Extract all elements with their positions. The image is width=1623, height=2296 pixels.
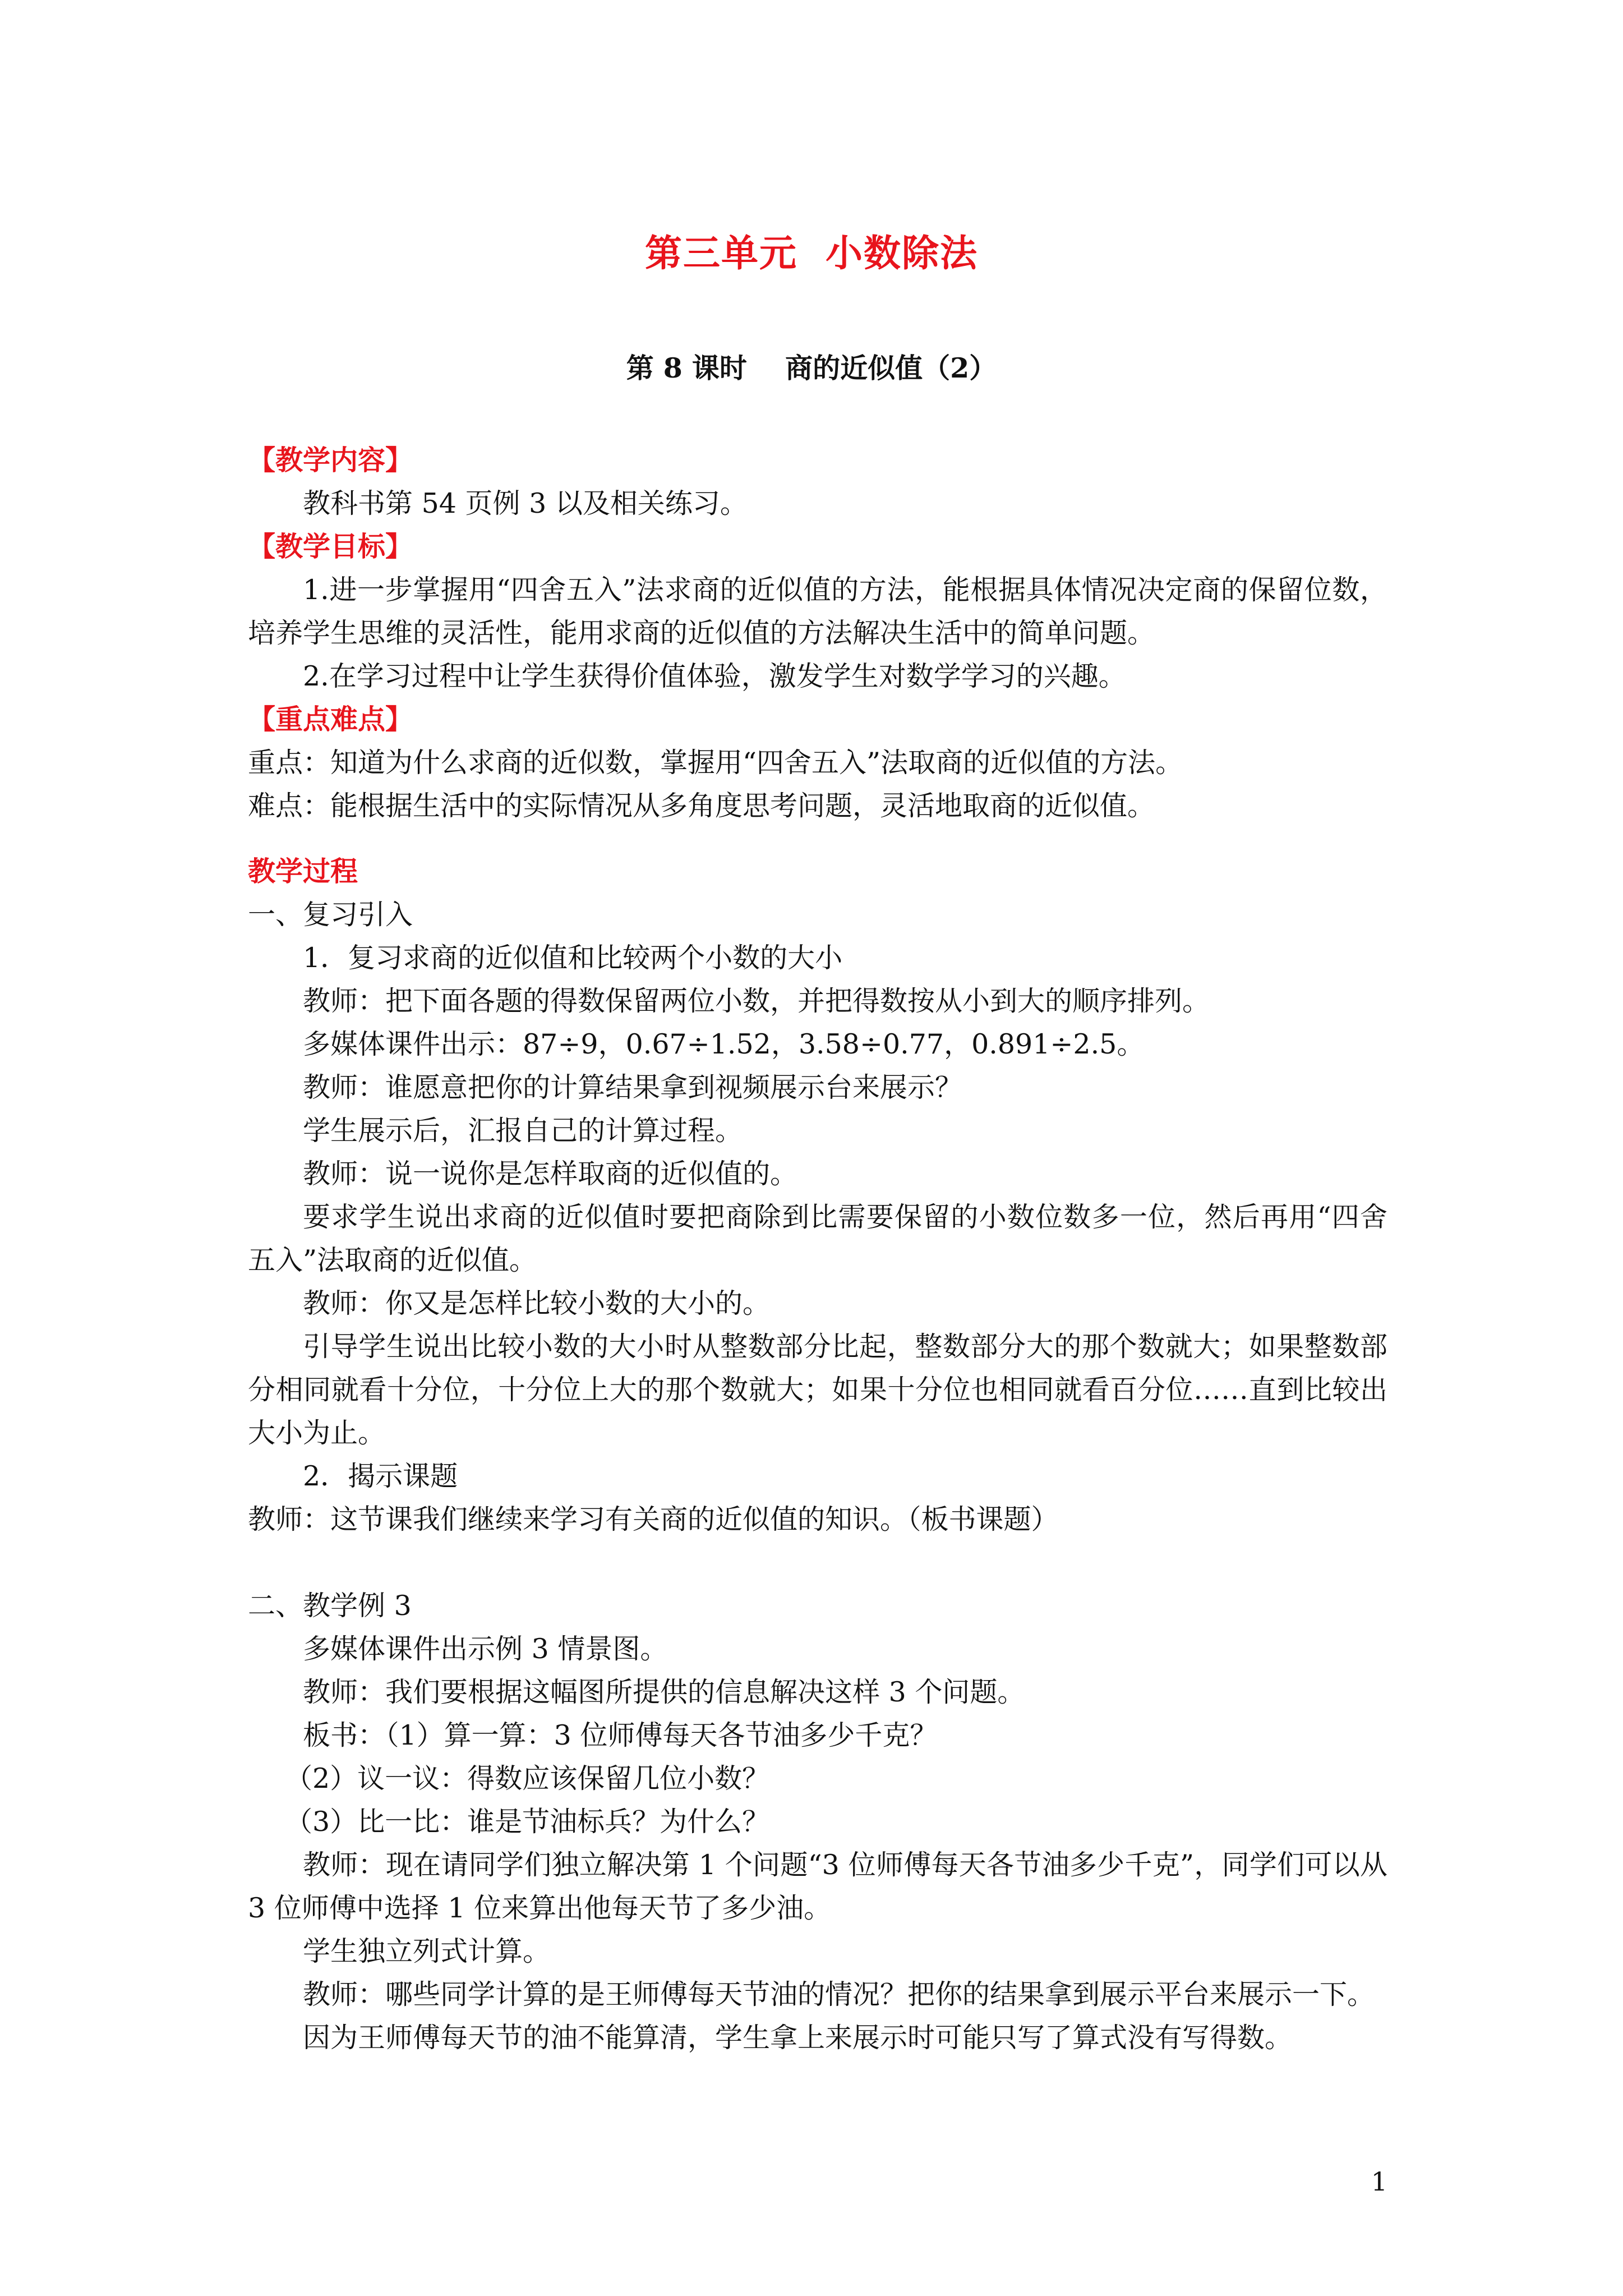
part1-line: 教师：把下面各题的得数保留两位小数，并把得数按从小到大的顺序排列。 (303, 985, 1210, 1017)
part2-line: 因为王师傅每天节的油不能算清，学生拿上来展示时可能只写了算式没有写得数。 (303, 2022, 1293, 2054)
part1-paragraph: 要求学生说出求商的近似值时要把商除到比需要保留的小数位数多一位，然后再用“四舍五入”法取商的近似值。 (248, 1201, 1387, 1276)
part1-line: 教师：谁愿意把你的计算结果拿到视频展示台来展示？ (303, 1071, 963, 1103)
part2-line: 学生独立列式计算。 (303, 1935, 551, 1967)
difficult-point: 难点：能根据生活中的实际情况从多角度思考问题，灵活地取商的近似值。 (248, 790, 1155, 822)
lesson-title: 第 8 课时 商的近似值（2） (626, 352, 997, 384)
key-point: 重点：知道为什么求商的近似数，掌握用“四舍五入”法取商的近似值的方法。 (248, 747, 1183, 779)
unit-title: 第三单元 小数除法 (645, 231, 978, 275)
part2-heading: 二、教学例 3 (248, 1590, 412, 1622)
teaching-goal-1: 1.进一步掌握用“四舍五入”法求商的近似值的方法，能根据具体情况决定商的保留位数，培养学生思维的灵活性，能用求商的近似值的方法解决生活中的简单问题。 (248, 574, 1387, 649)
teaching-content-text: 教科书第 54 页例 3 以及相关练习。 (303, 487, 748, 519)
spacer (248, 1541, 1387, 1584)
part1-item1: 1．复习求商的近似值和比较两个小数的大小 (303, 942, 843, 974)
part2-line: 教师：哪些同学计算的是王师傅每天节油的情况？把你的结果拿到展示平台来展示一下。 (303, 1978, 1375, 2010)
part1-line: 教师：你又是怎样比较小数的大小的。 (303, 1287, 771, 1319)
part2-line: 多媒体课件出示例 3 情景图。 (303, 1633, 668, 1665)
key-points-heading: 【重点难点】 (248, 703, 413, 735)
part2-line: （3）比一比：谁是节油标兵？为什么？ (285, 1806, 770, 1838)
part1-line: 多媒体课件出示：87÷9，0.67÷1.52，3.58÷0.77，0.891÷2.5。 (303, 1028, 1145, 1060)
part2-line: 教师：我们要根据这幅图所提供的信息解决这样 3 个问题。 (303, 1676, 1025, 1708)
teaching-goal-2: 2.在学习过程中让学生获得价值体验，激发学生对数学学习的兴趣。 (303, 660, 1126, 692)
page-number: 1 (1371, 2166, 1387, 2197)
part2-paragraph: 教师：现在请同学们独立解决第 1 个问题“3 位师傅每天各节油多少千克”，同学们可以从 3 位师傅中选择 1 位来算出他每天节了多少油。 (248, 1849, 1387, 1924)
part1-paragraph: 引导学生说出比较小数的大小时从整数部分比起，整数部分大的那个数就大；如果整数部分相同就看十分位，十分位上大的那个数就大；如果十分位也相同就看百分位……直到比较出大小为止。 (248, 1331, 1387, 1449)
document-body (248, 439, 1387, 2059)
part2-line: 板书：（1）算一算：3 位师傅每天各节油多少千克？ (303, 1719, 938, 1751)
part2-line: （2）议一议：得数应该保留几位小数？ (285, 1763, 770, 1795)
part1-line: 教师：说一说你是怎样取商的近似值的。 (303, 1158, 798, 1190)
part1-line: 教师：这节课我们继续来学习有关商的近似值的知识。（板书课题） (248, 1503, 1059, 1535)
teaching-content-heading: 【教学内容】 (248, 444, 413, 476)
part1-item2: 2．揭示课题 (303, 1460, 458, 1492)
teaching-process-heading: 教学过程 (248, 855, 358, 887)
part1-heading: 一、复习引入 (248, 899, 413, 931)
part1-line: 学生展示后，汇报自己的计算过程。 (303, 1115, 743, 1147)
teaching-goals-heading: 【教学目标】 (248, 530, 413, 563)
spacer (248, 827, 1387, 850)
